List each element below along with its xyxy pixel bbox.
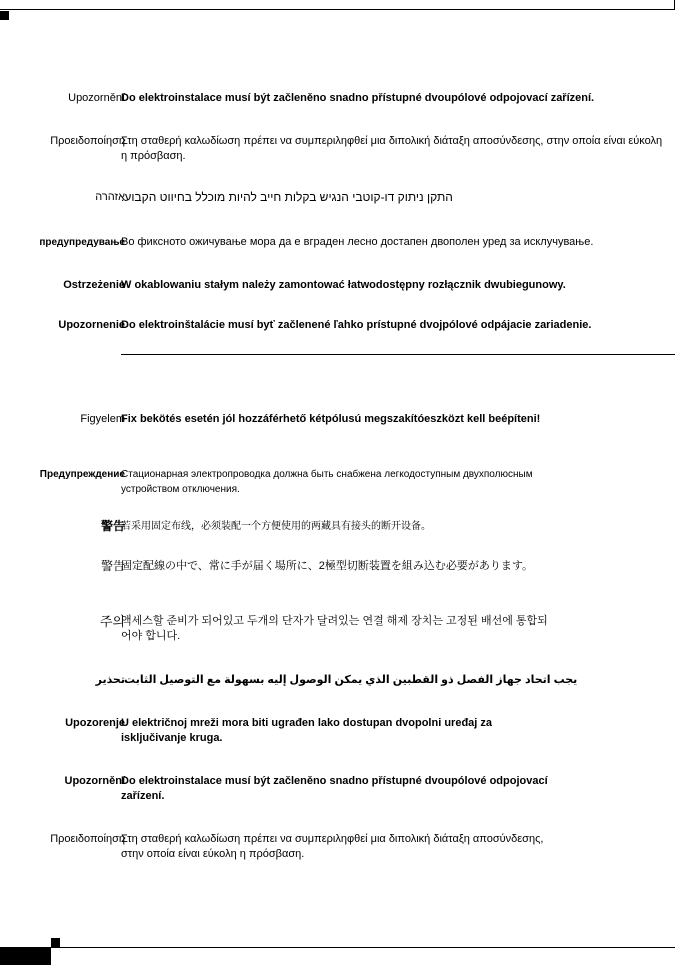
warning-label: Upozornenie	[58, 319, 125, 331]
warning-label: Figyelem	[80, 413, 125, 425]
warning-text: Do elektroinstalace musí být začleněno snadno přístupné dvoupólové odpojovací zařízení.	[121, 775, 548, 802]
warning-label: 주의	[99, 614, 125, 629]
warning-label: Upozornění	[68, 92, 125, 104]
warning-label: אזהרה	[95, 191, 125, 203]
warning-text: 固定配線の中で、常に手が届く場所に、2極型切断装置を組み込む必要があります。	[121, 560, 534, 572]
warning-text: Do elektroinstalace musí být začleněno snadno přístupné dvoupólové odpojovací zařízení.	[121, 92, 595, 104]
header-marker	[0, 11, 9, 20]
warning-text: Стационарная электропроводка должна быть снабжена легкодоступным двухполюсным устройством отключения.	[121, 469, 533, 495]
warning-label: Upozorenje	[65, 717, 125, 729]
warning-label: تحذير	[95, 674, 125, 686]
warning-text: يجب اتحاد جهاز الفصل ذو القطبين الذي يمكن الوصول إليه بسهولة مع التوصيل الثابت.	[121, 674, 578, 686]
warning-text: Στη σταθερή καλωδίωση πρέπει να συμπεριληφθεί μια διπολική διάταξη αποσύνδεσης, στην οποία είναι εύκολη η πρόσβαση.	[121, 135, 663, 162]
warning-label: Предупреждение	[39, 469, 125, 480]
footer-rule	[51, 947, 675, 948]
section-divider	[121, 354, 675, 355]
warning-label: Προειδοποίηση	[50, 135, 125, 147]
footer-marker	[51, 938, 60, 947]
warning-text: U električnoj mreži mora biti ugrađen lako dostupan dvopolni uređaj za isključivanje kruga.	[121, 717, 493, 744]
warning-text: Στη σταθερή καλωδίωση πρέπει να συμπεριληφθεί μια διπολική διάταξη αποσύνδεσης, στην οποία είναι εύκολη η πρόσβαση.	[121, 833, 544, 860]
warning-label: Προειδοποίηση	[50, 833, 125, 845]
warning-text: 若采用固定布线，必须装配一个方便使用的两藏具有接头的断开设备。	[121, 521, 431, 532]
warning-text: Во фиксното ожичување мора да е вграден лесно достапен двополен уред за исклучување.	[121, 236, 594, 248]
warning-text: Do elektroinštalácie musí byť začlenené ľahko prístupné dvojpólové odpájacie zariadenie.	[121, 319, 592, 331]
warning-label: Ostrzeżenie	[63, 279, 125, 291]
header-rule	[0, 0, 675, 10]
warning-text: Fix bekötés esetén jól hozzáférhető kétpólusú megszakítóeszközt kell beépíteni!	[121, 413, 541, 425]
warning-text: התקן ניתוק דו-קוטבי הנגיש בקלות חייב להיות מוכלל בחיווט הקבוע.	[121, 190, 453, 204]
warning-label: 警告	[100, 519, 125, 533]
warning-label: предупредување	[39, 237, 125, 248]
warning-label: 警告	[100, 559, 125, 573]
warning-text: W okablowaniu stałym należy zamontować łatwodostępny rozłącznik dwubiegunowy.	[121, 279, 566, 291]
warning-label: Upozornění	[64, 775, 125, 787]
footer-tab	[0, 947, 51, 965]
warning-text: 액세스할 준비가 되어있고 두개의 단자가 달려있는 연결 해제 장치는 고정된 배선에 통합되어야 합니다.	[121, 615, 548, 642]
